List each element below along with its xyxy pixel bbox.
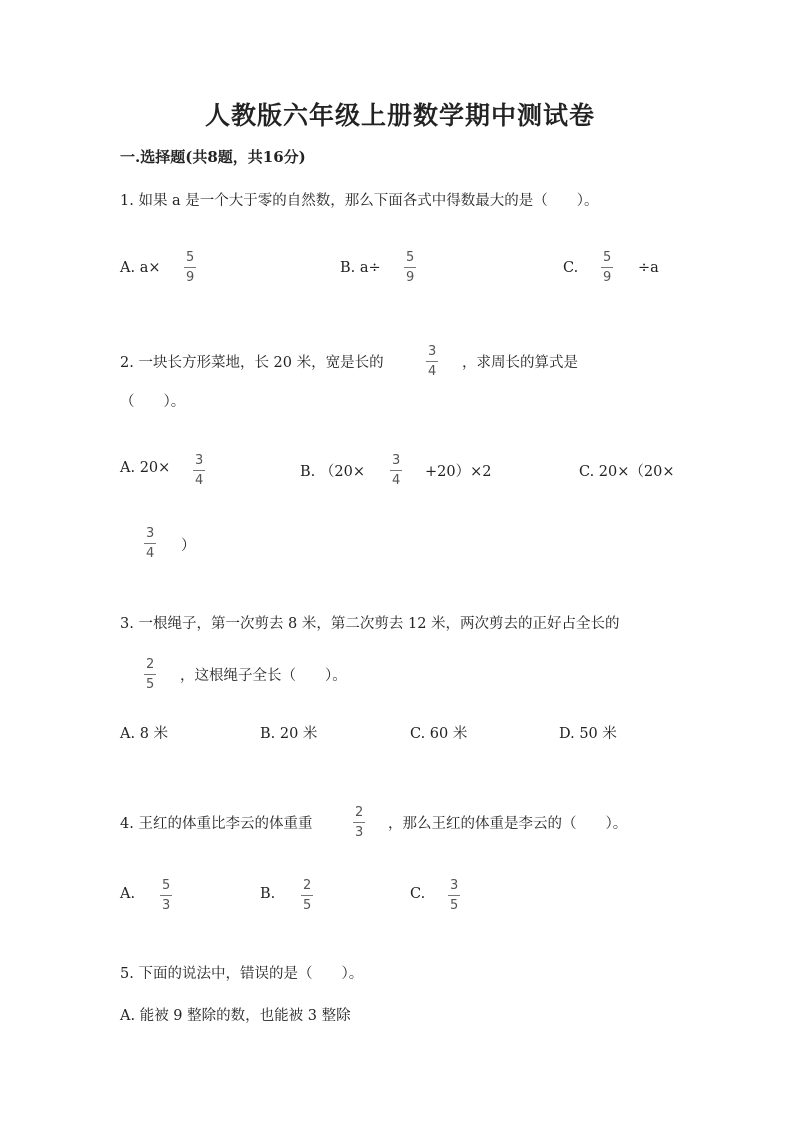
fraction-numerator: 3	[428, 344, 437, 359]
fraction-numerator: 5	[186, 250, 195, 265]
section-heading: 一.选择题(共8题，共16分)	[120, 148, 306, 166]
fraction-numerator: 5	[406, 250, 415, 265]
q2-option-c-fraction	[144, 527, 156, 560]
fraction-numerator: 5	[162, 878, 171, 893]
q2-option-c-suffix: ）	[181, 538, 196, 554]
q2-option-b-fraction	[390, 454, 402, 487]
fraction-denominator: 4	[195, 473, 204, 488]
fraction-numerator: 3	[146, 526, 155, 541]
fraction-numerator: 5	[603, 250, 612, 265]
q3-option-c[interactable]: C. 60 米	[410, 726, 468, 742]
fraction-denominator: 3	[162, 898, 171, 913]
fraction-denominator: 5	[146, 677, 155, 692]
fraction-denominator: 4	[428, 364, 437, 379]
fraction-denominator: 9	[186, 270, 195, 285]
question-2-text: 2. 一块长方形菜地，长 20 米，宽是长的	[120, 355, 384, 371]
q3-option-d[interactable]: D. 50 米	[559, 726, 617, 742]
q2-option-a-fraction	[193, 454, 205, 487]
q2-fraction	[426, 345, 438, 378]
q4-option-c-label[interactable]: C.	[410, 886, 426, 902]
q2-option-a-label[interactable]: A. 20×	[120, 460, 171, 476]
question-1-text: 1. 如果 a 是一个大于零的自然数，那么下面各式中得数最大的是（ ）。	[120, 193, 599, 209]
q1-option-b-fraction	[404, 251, 416, 284]
q2-option-c-label[interactable]: C. 20×（20×	[579, 464, 675, 480]
q1-option-c-fraction	[601, 251, 613, 284]
fraction-denominator: 4	[146, 546, 155, 561]
fraction-numerator: 2	[146, 657, 155, 672]
fraction-numerator: 3	[450, 878, 459, 893]
q1-option-c-label[interactable]: C.	[563, 260, 579, 276]
question-2-blank: （ ）。	[120, 394, 186, 410]
question-4-text: 4. 王红的体重比李云的体重重	[120, 816, 313, 832]
q1-option-b-label[interactable]: B. a÷	[340, 260, 381, 276]
fraction-numerator: 3	[195, 453, 204, 468]
q4-option-b-fraction	[301, 879, 313, 912]
q3-option-a[interactable]: A. 8 米	[120, 726, 169, 742]
q5-option-a[interactable]: A. 能被 9 整除的数，也能被 3 整除	[120, 1008, 351, 1024]
fraction-denominator: 3	[355, 825, 364, 840]
page-title: 人教版六年级上册数学期中测试卷	[204, 101, 595, 130]
fraction-denominator: 5	[303, 898, 312, 913]
question-3-text: 3. 一根绳子，第一次剪去 8 米，第二次剪去 12 米，两次剪去的正好占全长的	[120, 616, 620, 632]
q2-option-b-label[interactable]: B. （20×	[300, 464, 365, 480]
q1-option-c-suffix: ÷a	[638, 260, 659, 276]
question-3-text-cont: ，这根绳子全长（ ）。	[180, 668, 347, 684]
q4-option-a-fraction	[160, 879, 172, 912]
fraction-numerator: 2	[303, 878, 312, 893]
q1-option-a-label[interactable]: A. a×	[120, 260, 161, 276]
fraction-denominator: 9	[406, 270, 415, 285]
q2-option-b-suffix: +20）×2	[425, 464, 492, 480]
q4-option-c-fraction	[448, 879, 460, 912]
q4-option-b-label[interactable]: B.	[260, 886, 276, 902]
question-2-text-cont: ，求周长的算式是	[462, 355, 578, 371]
q3-option-b[interactable]: B. 20 米	[260, 726, 318, 742]
fraction-denominator: 5	[450, 898, 459, 913]
fraction-numerator: 3	[392, 453, 401, 468]
q3-fraction	[144, 658, 156, 691]
fraction-numerator: 2	[355, 805, 364, 820]
question-4-text-cont: ，那么王红的体重是李云的（ ）。	[388, 816, 628, 832]
fraction-denominator: 4	[392, 473, 401, 488]
q4-option-a-label[interactable]: A.	[120, 886, 136, 902]
question-5-text: 5. 下面的说法中，错误的是（ ）。	[120, 966, 364, 982]
q4-fraction	[353, 806, 365, 839]
fraction-denominator: 9	[603, 270, 612, 285]
q1-option-a-fraction	[184, 251, 196, 284]
